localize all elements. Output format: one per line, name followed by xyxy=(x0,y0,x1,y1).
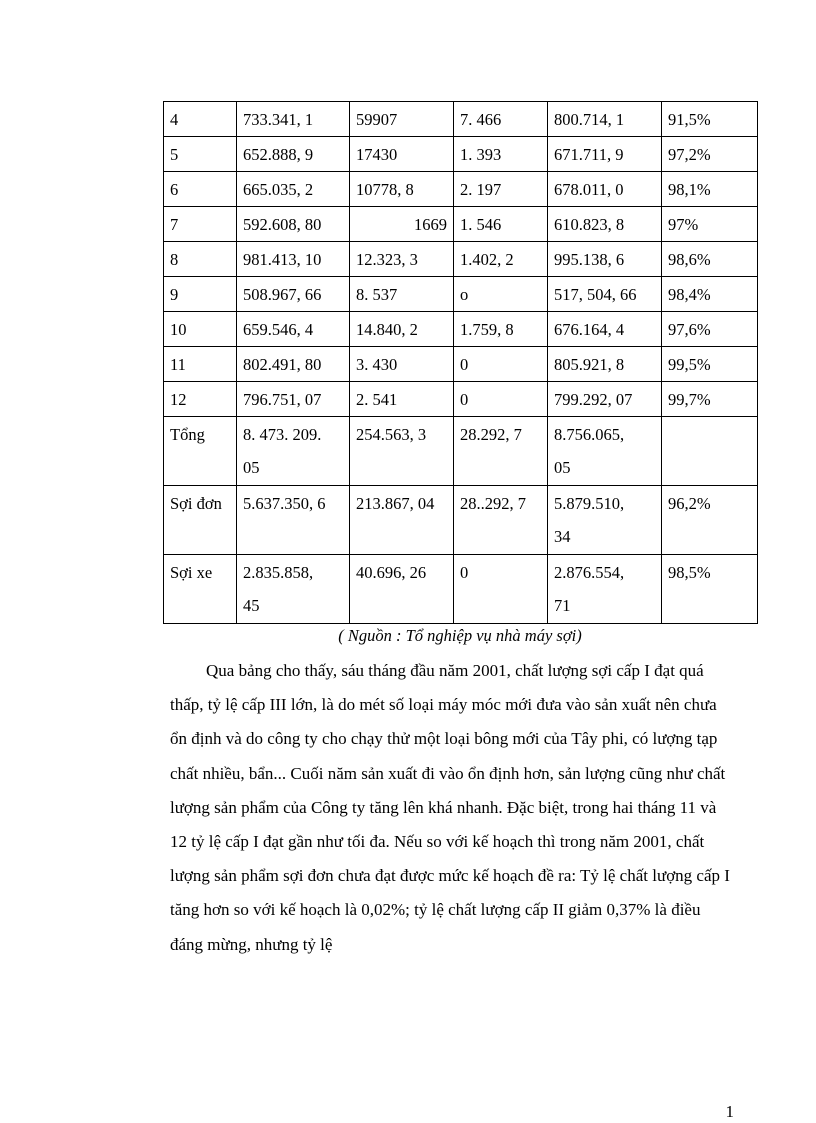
page-number: 1 xyxy=(725,1102,734,1121)
table-cell: 1669 xyxy=(350,207,454,242)
table-row xyxy=(164,242,758,277)
table-row xyxy=(164,102,758,137)
table-cell: 98,6% xyxy=(662,242,758,277)
table-cell: 652.888, 9 xyxy=(237,137,350,172)
table-cell: 254.563, 3 xyxy=(350,417,454,486)
table-row xyxy=(164,172,758,207)
table-cell: 2.835.858, 45 xyxy=(237,555,350,624)
table-cell: 2. 541 xyxy=(350,382,454,417)
table-cell: 8. 473. 209. 05 xyxy=(237,417,350,486)
table-row xyxy=(164,382,758,417)
row-label-cell: 7 xyxy=(164,207,237,242)
table-cell: 676.164, 4 xyxy=(548,312,662,347)
row-label-cell: 12 xyxy=(164,382,237,417)
table-cell: 0 xyxy=(454,382,548,417)
table-cell: 995.138, 6 xyxy=(548,242,662,277)
table-cell: 2.876.554, 71 xyxy=(548,555,662,624)
table-cell: 96,2% xyxy=(662,486,758,555)
table-cell: 799.292, 07 xyxy=(548,382,662,417)
table-cell: 91,5% xyxy=(662,102,758,137)
table-cell: 508.967, 66 xyxy=(237,277,350,312)
table-cell: 610.823, 8 xyxy=(548,207,662,242)
table-cell: 98,1% xyxy=(662,172,758,207)
table-cell: 665.035, 2 xyxy=(237,172,350,207)
table-cell: 8.756.065, 05 xyxy=(548,417,662,486)
table-cell: 14.840, 2 xyxy=(350,312,454,347)
table-cell: 659.546, 4 xyxy=(237,312,350,347)
table-cell: 592.608, 80 xyxy=(237,207,350,242)
table-cell: 3. 430 xyxy=(350,347,454,382)
body-paragraph: Qua bảng cho thấy, sáu tháng đầu năm 2001, chất lượng sợi cấp I đạt quá thấp, tỷ lệ cấp III lớn, là do mét số loại máy móc mới đưa vào sản xuất nên chưa ổn định và do công ty cho chạy thử một loại bông mới của Tây phi, có lượng tạp chất nhiều, bẩn... Cuối năm sản xuất đi vào ổn định hơn, sản lượng cũng như chất lượng sản phẩm của Công ty tăng lên khá nhanh. Đặc biệt, trong hai tháng 11 và 12 tỷ lệ cấp I đạt gần như tối đa. Nếu so với kế hoạch thì trong năm 2001, chất lượng sản phẩm sợi đơn chưa đạt được mức kế hoạch đề ra: Tỷ lệ chất lượng cấp I tăng hơn so với kế hoạch là 0,02%; tỷ lệ chất lượng cấp II giảm 0,37% là điều đáng mừng, nhưng tỷ lệ xyxy=(170,661,730,954)
row-label-cell: 4 xyxy=(164,102,237,137)
row-label-cell: 10 xyxy=(164,312,237,347)
row-label-cell: 9 xyxy=(164,277,237,312)
table-cell: 805.921, 8 xyxy=(548,347,662,382)
table-cell: 28..292, 7 xyxy=(454,486,548,555)
table-cell: 1.759, 8 xyxy=(454,312,548,347)
table-cell: 98,4% xyxy=(662,277,758,312)
table-cell: 97,2% xyxy=(662,137,758,172)
table-cell: 5.879.510, 34 xyxy=(548,486,662,555)
table-cell: 8. 537 xyxy=(350,277,454,312)
table-cell: 678.011, 0 xyxy=(548,172,662,207)
table-cell xyxy=(662,417,758,486)
row-label-cell: Sợi đơn xyxy=(164,486,237,555)
table-row xyxy=(164,207,758,242)
table-cell: 2. 197 xyxy=(454,172,548,207)
row-label-cell: 5 xyxy=(164,137,237,172)
table-body xyxy=(164,102,758,624)
table-cell: 0 xyxy=(454,347,548,382)
table-cell: 733.341, 1 xyxy=(237,102,350,137)
table-cell: 981.413, 10 xyxy=(237,242,350,277)
table-cell: 99,5% xyxy=(662,347,758,382)
table-cell: 99,7% xyxy=(662,382,758,417)
row-label-cell: Tổng xyxy=(164,417,237,486)
table-cell: 1.402, 2 xyxy=(454,242,548,277)
table-cell: 5.637.350, 6 xyxy=(237,486,350,555)
table-row xyxy=(164,347,758,382)
table-cell: 671.711, 9 xyxy=(548,137,662,172)
table-cell: 17430 xyxy=(350,137,454,172)
table-cell: 0 xyxy=(454,555,548,624)
table-cell: 97,6% xyxy=(662,312,758,347)
table-cell: 97% xyxy=(662,207,758,242)
row-label-cell: Sợi xe xyxy=(164,555,237,624)
table-row xyxy=(164,555,758,624)
table-cell: 1. 393 xyxy=(454,137,548,172)
table-cell: 517, 504, 66 xyxy=(548,277,662,312)
table-cell: 7. 466 xyxy=(454,102,548,137)
table-caption: ( Nguồn : Tổ nghiệp vụ nhà máy sợi) xyxy=(338,626,582,645)
row-label-cell: 6 xyxy=(164,172,237,207)
row-label-cell: 8 xyxy=(164,242,237,277)
table-cell: 10778, 8 xyxy=(350,172,454,207)
table-cell: 1. 546 xyxy=(454,207,548,242)
table-cell: o xyxy=(454,277,548,312)
table-row xyxy=(164,417,758,486)
table-cell: 28.292, 7 xyxy=(454,417,548,486)
table-cell: 213.867, 04 xyxy=(350,486,454,555)
table-row xyxy=(164,277,758,312)
table-cell: 796.751, 07 xyxy=(237,382,350,417)
row-label-cell: 11 xyxy=(164,347,237,382)
table-row xyxy=(164,137,758,172)
table-cell: 98,5% xyxy=(662,555,758,624)
table-cell: 40.696, 26 xyxy=(350,555,454,624)
table-row xyxy=(164,486,758,555)
table-cell: 800.714, 1 xyxy=(548,102,662,137)
table-cell: 59907 xyxy=(350,102,454,137)
table-cell: 12.323, 3 xyxy=(350,242,454,277)
table-cell: 802.491, 80 xyxy=(237,347,350,382)
data-table xyxy=(163,101,758,624)
table-row xyxy=(164,312,758,347)
